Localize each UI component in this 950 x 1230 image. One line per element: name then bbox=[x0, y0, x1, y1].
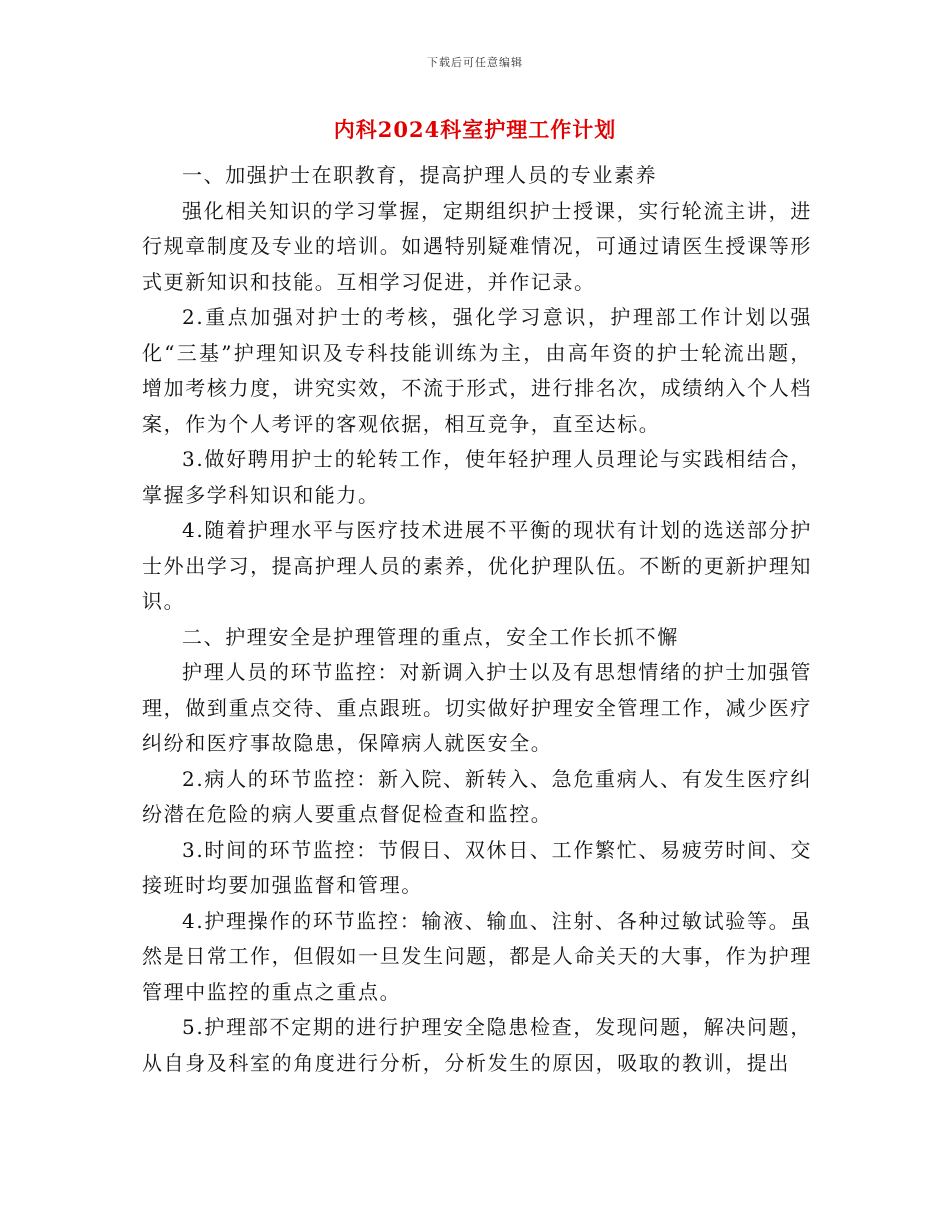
document-title: 内科2024科室护理工作计划 bbox=[333, 117, 617, 142]
paragraph: 4.随着护理水平与医疗技术进展不平衡的现状有计划的选送部分护士外出学习，提高护理人员的素养，优化护理队伍。不断的更新护理知识。 bbox=[142, 518, 812, 613]
paragraph: 3.时间的环节监控：节假日、双休日、工作繁忙、易疲劳时间、交接班时均要加强监督和管理。 bbox=[142, 837, 812, 897]
paragraph: 2.病人的环节监控：新入院、新转入、急危重病人、有发生医疗纠纷潜在危险的病人要重点督促检查和监控。 bbox=[142, 766, 812, 826]
paragraph: 4.护理操作的环节监控：输液、输血、注射、各种过敏试验等。虽然是日常工作，但假如一旦发生问题，都是人命关天的大事，作为护理管理中监控的重点之重点。 bbox=[142, 908, 812, 1004]
document-body bbox=[142, 158, 812, 1081]
section-heading-1: 一、加强护士在职教育，提高护理人员的专业素养 bbox=[182, 163, 658, 187]
paragraph: 2.重点加强对护士的考核，强化学习意识，护理部工作计划以强化“三基”护理知识及专科技能训练为主，由高年资的护士轮流出题，增加考核力度，讲究实效，不流于形式，进行排名次，成绩纳入个人档案，作为个人考评的客观依据，相互竞争，直至达标。 bbox=[142, 305, 812, 436]
header-note: 下载后可任意编辑 bbox=[427, 56, 523, 69]
paragraph: 强化相关知识的学习掌握，定期组织护士授课，实行轮流主讲，进行规章制度及专业的培训。如遇特别疑难情况，可通过请医生授课等形式更新知识和技能。互相学习促进，并作记录。 bbox=[142, 198, 812, 294]
paragraph: 护理人员的环节监控：对新调入护士以及有思想情绪的护士加强管理，做到重点交待、重点跟班。切实做好护理安全管理工作，减少医疗纠纷和医疗事故隐患，保障病人就医安全。 bbox=[142, 660, 812, 755]
paragraph: 3.做好聘用护士的轮转工作，使年轻护理人员理论与实践相结合，掌握多学科知识和能力。 bbox=[142, 447, 812, 507]
section-heading-2: 二、护理安全是护理管理的重点，安全工作长抓不懈 bbox=[182, 624, 679, 649]
paragraph: 5.护理部不定期的进行护理安全隐患检查，发现问题，解决问题，从自身及科室的角度进行分析，分析发生的原因，吸取的教训，提出 bbox=[142, 1015, 812, 1075]
